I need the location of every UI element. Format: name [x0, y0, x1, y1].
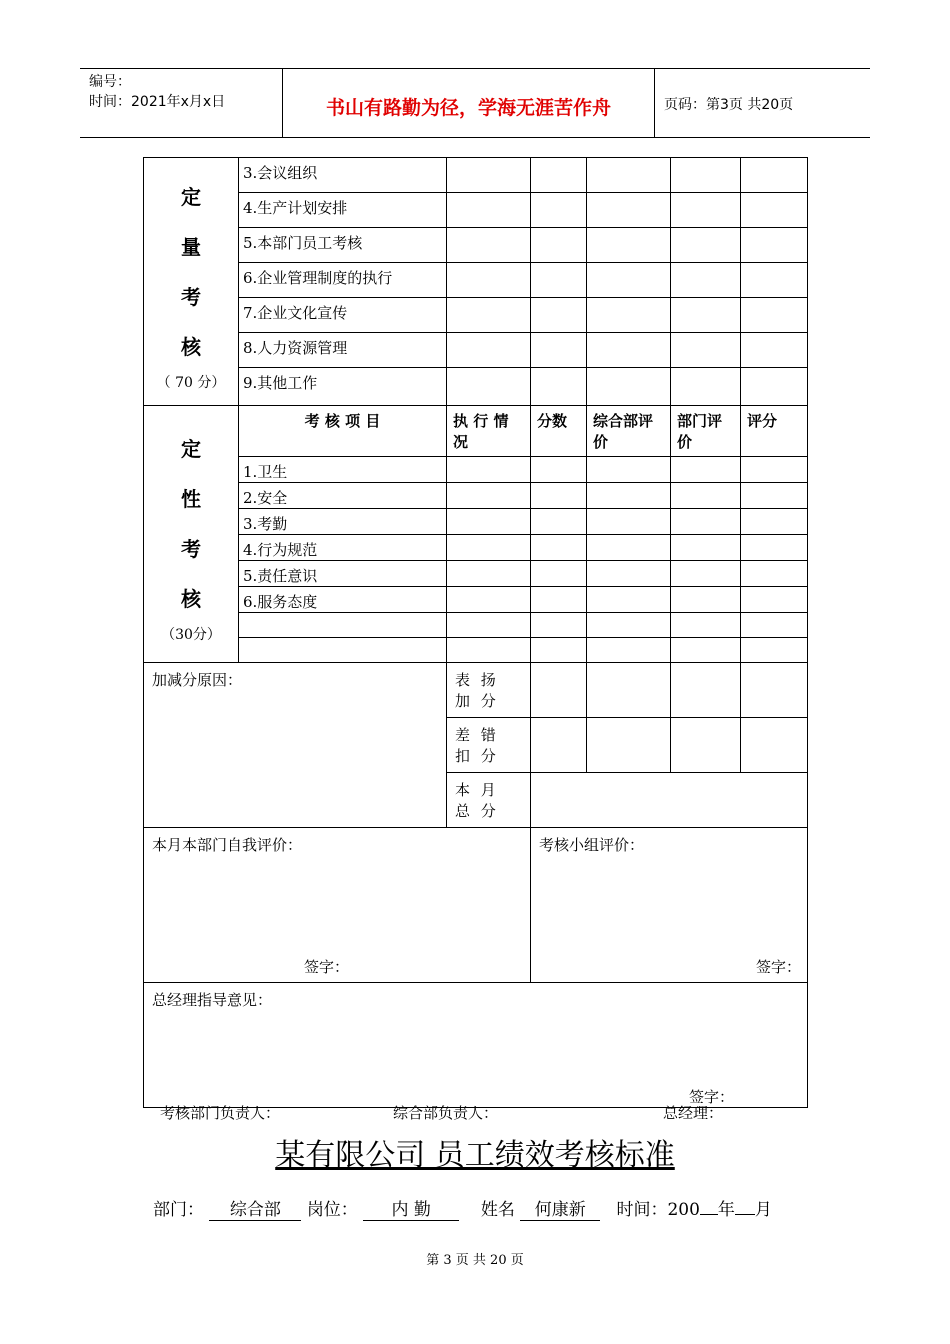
table-cell[interactable]: [741, 613, 808, 638]
table-cell[interactable]: [671, 368, 741, 406]
table-cell[interactable]: [741, 561, 808, 587]
quantitative-category-cell: [144, 158, 239, 406]
table-cell[interactable]: [447, 561, 531, 587]
group-evaluation-sign: 签字：: [756, 958, 802, 976]
group-evaluation-label: 考核小组评价：: [539, 836, 645, 854]
table-cell[interactable]: [531, 587, 587, 613]
post-value[interactable]: 内 勤: [363, 1195, 459, 1221]
table-cell[interactable]: [671, 193, 741, 228]
name-value[interactable]: 何康新: [520, 1195, 600, 1221]
gm-opinion-sign: 签字：: [689, 1088, 735, 1106]
table-cell[interactable]: [671, 561, 741, 587]
table-cell[interactable]: [531, 158, 587, 193]
table-cell[interactable]: [531, 535, 587, 561]
quantitative-char-2: 量: [181, 234, 201, 259]
table-cell[interactable]: [531, 333, 587, 368]
header-rating: 评分: [741, 406, 808, 457]
table-cell[interactable]: [671, 663, 741, 718]
month-blank[interactable]: [735, 1214, 755, 1215]
praise-add-label: 表 扬 加 分: [447, 663, 531, 718]
adjust-reason-label: 加减分原因：: [152, 671, 243, 689]
header-page-number: 页码：第3页 共20页: [664, 97, 794, 113]
table-cell[interactable]: [671, 509, 741, 535]
year-label: 年: [717, 1200, 735, 1220]
general-dept-head-label: 综合部负责人：: [393, 1104, 499, 1122]
table-cell[interactable]: [587, 333, 671, 368]
table-cell[interactable]: [671, 613, 741, 638]
self-evaluation-cell[interactable]: [144, 828, 531, 983]
dept-head-label: 考核部门负责人：: [160, 1104, 281, 1122]
employee-info-line: [153, 1195, 772, 1221]
header-motto: 书山有路勤为径，学海无涯苦作舟: [325, 97, 611, 119]
quantitative-item: 9.其他工作: [239, 368, 447, 406]
table-cell[interactable]: [447, 457, 531, 483]
table-cell[interactable]: [447, 483, 531, 509]
qualitative-char-4: 核: [181, 587, 201, 611]
header-general-dept-eval: 综合部评价: [587, 406, 671, 457]
table-cell[interactable]: [671, 535, 741, 561]
table-cell[interactable]: [447, 535, 531, 561]
header-execution: 执 行 情 况: [447, 406, 531, 457]
quantitative-char-1: 定: [181, 184, 201, 209]
table-cell[interactable]: [447, 263, 531, 298]
table-cell[interactable]: [531, 483, 587, 509]
table-cell[interactable]: [741, 368, 808, 406]
table-cell[interactable]: [587, 298, 671, 333]
table-cell[interactable]: [741, 298, 808, 333]
table-cell[interactable]: [531, 368, 587, 406]
gm-opinion-cell[interactable]: [144, 983, 808, 1108]
month-label: 月: [754, 1200, 772, 1220]
table-cell[interactable]: [447, 613, 531, 638]
header-score: 分数: [531, 406, 587, 457]
table-cell[interactable]: [587, 561, 671, 587]
month-total-value[interactable]: [531, 773, 808, 828]
table-cell[interactable]: [587, 613, 671, 638]
table-cell[interactable]: [741, 263, 808, 298]
name-label: 姓名: [480, 1200, 515, 1220]
dept-label: 部门：: [153, 1200, 204, 1220]
general-manager-label: 总经理：: [663, 1104, 724, 1122]
table-cell[interactable]: [447, 587, 531, 613]
document-date-label: 时间：2021年x月x日: [89, 94, 226, 110]
table-cell[interactable]: [587, 535, 671, 561]
table-cell[interactable]: [671, 638, 741, 663]
assessment-table: [143, 157, 808, 1108]
table-cell[interactable]: [671, 158, 741, 193]
qualitative-item: 4.行为规范: [239, 535, 447, 561]
quantitative-item: 7.企业文化宣传: [239, 298, 447, 333]
table-cell[interactable]: [741, 638, 808, 663]
next-form-title-text: 某有限公司 员工绩效考核标准: [275, 1138, 675, 1173]
table-cell[interactable]: [671, 333, 741, 368]
document-number-label: 编号：: [89, 74, 131, 90]
table-cell[interactable]: [531, 298, 587, 333]
header-item: 考 核 项 目: [239, 406, 447, 457]
table-cell[interactable]: [587, 457, 671, 483]
table-cell[interactable]: [741, 158, 808, 193]
qualitative-item: 5.责任意识: [239, 561, 447, 587]
next-form-title: [0, 1130, 950, 1174]
table-cell[interactable]: [741, 587, 808, 613]
table-cell[interactable]: [587, 718, 671, 773]
quantitative-item: 3.会议组织: [239, 158, 447, 193]
table-cell[interactable]: [587, 587, 671, 613]
qualitative-item[interactable]: [239, 613, 447, 638]
error-deduct-label: 差 错 扣 分: [447, 718, 531, 773]
table-cell[interactable]: [531, 228, 587, 263]
gm-opinion-label: 总经理指导意见：: [152, 991, 273, 1009]
table-cell[interactable]: [587, 263, 671, 298]
qualitative-score: （30分）: [161, 627, 221, 643]
group-evaluation-cell[interactable]: [531, 828, 808, 983]
qualitative-item: 1.卫生: [239, 457, 447, 483]
quantitative-char-3: 考: [181, 284, 201, 309]
year-blank[interactable]: [700, 1214, 718, 1215]
quantitative-item: 8.人力资源管理: [239, 333, 447, 368]
qualitative-char-2: 性: [181, 487, 201, 511]
table-cell[interactable]: [741, 718, 808, 773]
table-cell[interactable]: [587, 638, 671, 663]
time-label: 时间：200: [616, 1200, 700, 1220]
table-cell[interactable]: [587, 368, 671, 406]
table-cell[interactable]: [671, 263, 741, 298]
table-cell[interactable]: [447, 228, 531, 263]
table-cell[interactable]: [741, 663, 808, 718]
quantitative-item: 5.本部门员工考核: [239, 228, 447, 263]
table-cell[interactable]: [447, 158, 531, 193]
page-footer: 第 3 页 共 20 页: [426, 1253, 524, 1268]
header-center-cell: [283, 69, 655, 137]
table-cell[interactable]: [741, 228, 808, 263]
post-label: 岗位：: [306, 1200, 358, 1220]
table-cell[interactable]: [447, 368, 531, 406]
qualitative-item: 2.安全: [239, 483, 447, 509]
qualitative-item: 6.服务态度: [239, 587, 447, 613]
table-cell[interactable]: [741, 333, 808, 368]
table-cell[interactable]: [741, 509, 808, 535]
table-cell[interactable]: [447, 298, 531, 333]
table-cell[interactable]: [671, 457, 741, 483]
table-cell[interactable]: [531, 638, 587, 663]
table-cell[interactable]: [447, 333, 531, 368]
table-cell[interactable]: [531, 509, 587, 535]
qualitative-char-3: 考: [181, 537, 201, 561]
table-cell[interactable]: [671, 228, 741, 263]
table-cell[interactable]: [587, 158, 671, 193]
table-cell[interactable]: [587, 228, 671, 263]
table-cell[interactable]: [531, 263, 587, 298]
qualitative-category-cell: [144, 406, 239, 663]
table-cell[interactable]: [587, 483, 671, 509]
qualitative-item: 3.考勤: [239, 509, 447, 535]
table-cell[interactable]: [531, 561, 587, 587]
month-total-label: 本 月 总 分: [447, 773, 531, 828]
qualitative-char-1: 定: [181, 437, 201, 461]
table-cell[interactable]: [531, 718, 587, 773]
table-cell[interactable]: [531, 663, 587, 718]
header-right-cell: [655, 69, 870, 137]
table-cell[interactable]: [447, 193, 531, 228]
table-cell[interactable]: [587, 509, 671, 535]
quantitative-score: （ 70 分）: [156, 374, 226, 391]
qualitative-item[interactable]: [239, 638, 447, 663]
page-header: [80, 68, 870, 138]
header-left-cell: [80, 69, 283, 137]
table-cell[interactable]: [741, 457, 808, 483]
table-cell[interactable]: [671, 298, 741, 333]
quantitative-char-4: 核: [181, 334, 201, 359]
quantitative-item: 4.生产计划安排: [239, 193, 447, 228]
table-cell[interactable]: [531, 193, 587, 228]
table-cell[interactable]: [671, 718, 741, 773]
self-evaluation-sign: 签字：: [304, 958, 350, 976]
table-cell[interactable]: [531, 613, 587, 638]
table-cell[interactable]: [741, 535, 808, 561]
table-cell[interactable]: [447, 509, 531, 535]
table-cell[interactable]: [587, 663, 671, 718]
table-cell[interactable]: [741, 193, 808, 228]
table-cell[interactable]: [447, 638, 531, 663]
table-cell[interactable]: [741, 483, 808, 509]
dept-value[interactable]: 综合部: [209, 1195, 301, 1221]
self-evaluation-label: 本月本部门自我评价：: [152, 836, 303, 854]
adjust-reason-cell[interactable]: [144, 663, 447, 828]
table-cell[interactable]: [671, 483, 741, 509]
table-cell[interactable]: [587, 193, 671, 228]
header-dept-eval: 部门评价: [671, 406, 741, 457]
table-cell[interactable]: [531, 457, 587, 483]
quantitative-item: 6.企业管理制度的执行: [239, 263, 447, 298]
table-cell[interactable]: [671, 587, 741, 613]
